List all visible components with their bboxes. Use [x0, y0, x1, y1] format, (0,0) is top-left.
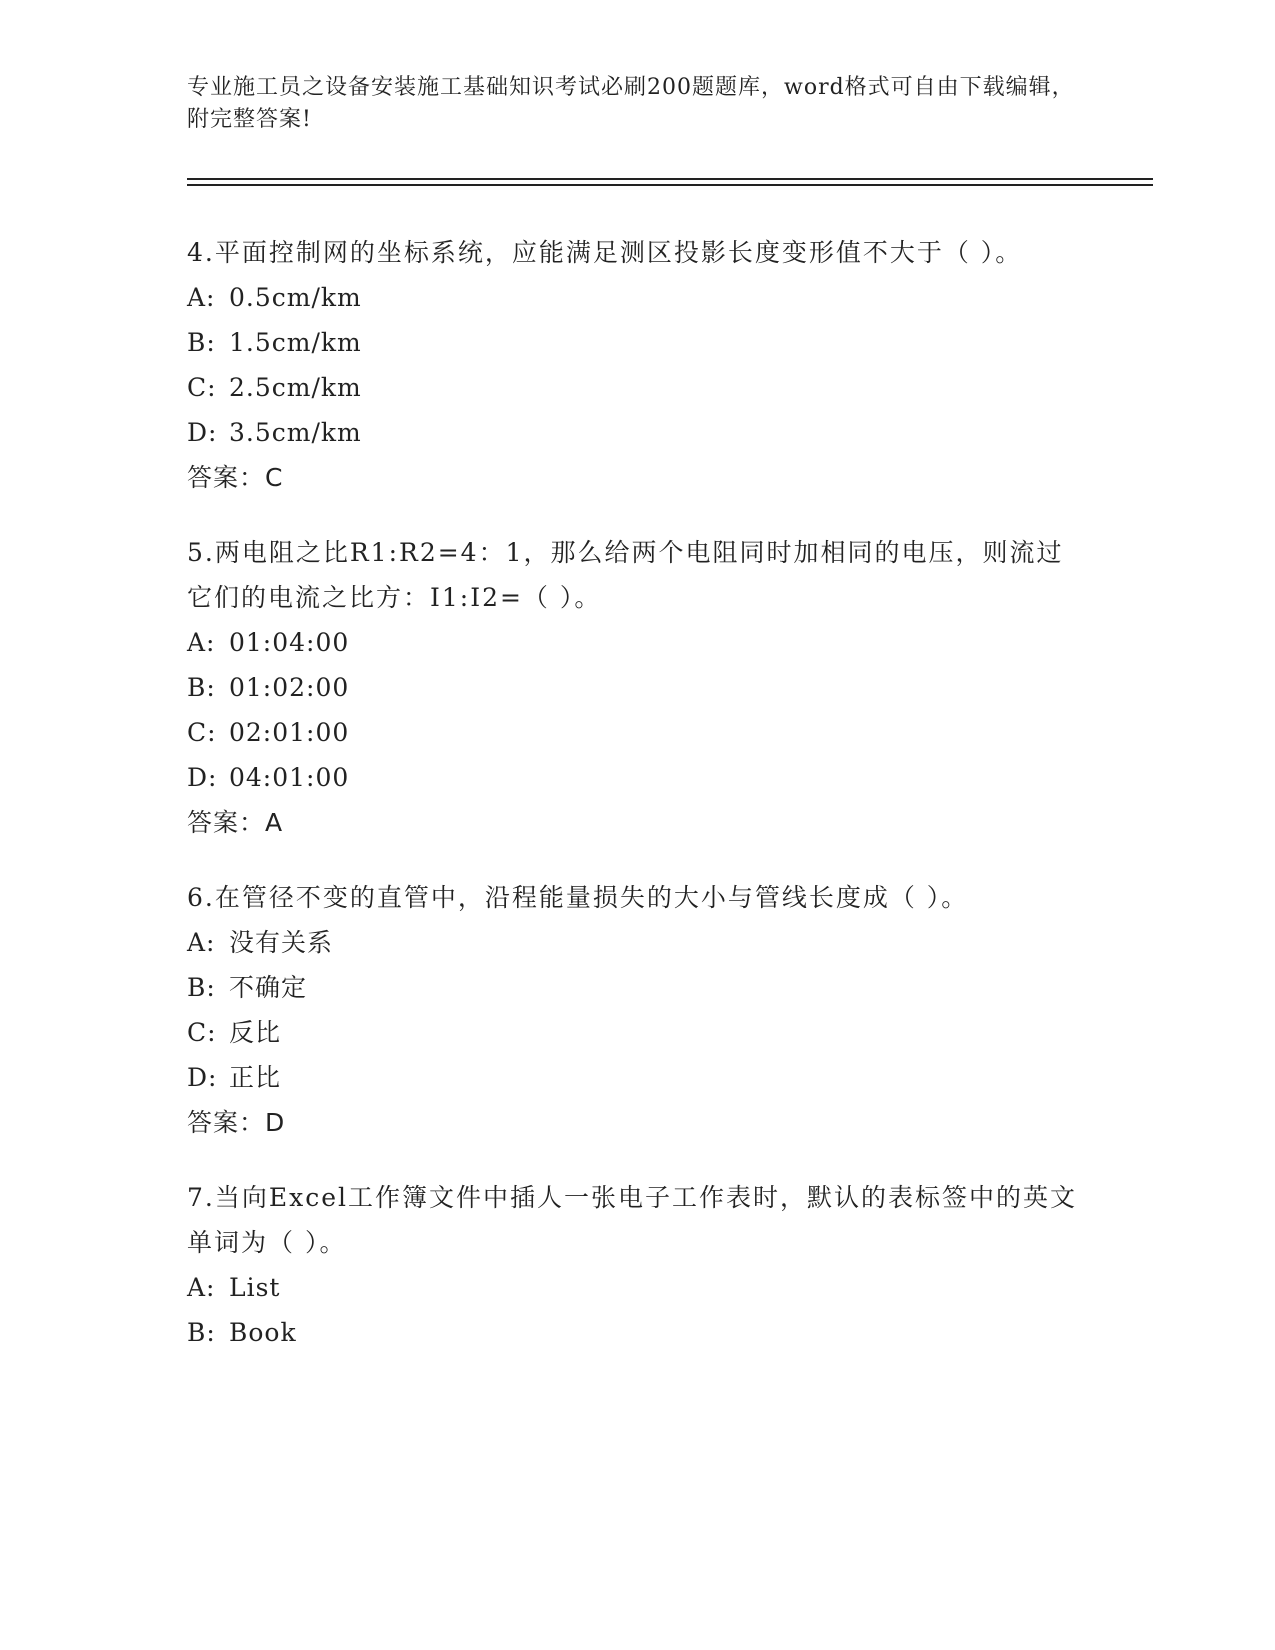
option-label: C:	[187, 718, 217, 747]
option-text: 反比	[229, 1018, 282, 1047]
option-c	[187, 710, 1087, 755]
option-text: 01:02:00	[229, 673, 350, 702]
header-rule-bottom	[187, 184, 1153, 186]
option-label: A:	[187, 628, 216, 657]
question-list	[187, 230, 1087, 1385]
option-text: 0.5cm/km	[229, 283, 362, 312]
option-text: 3.5cm/km	[229, 418, 362, 447]
question-stem: 4.平面控制网的坐标系统，应能满足测区投影长度变形值不大于（ ）。	[187, 238, 1023, 267]
option-label: D:	[187, 1063, 218, 1092]
option-c	[187, 365, 1087, 410]
option-text: 04:01:00	[229, 763, 350, 792]
option-text: 1.5cm/km	[229, 328, 362, 357]
option-label: B:	[187, 673, 216, 702]
option-a	[187, 920, 1087, 965]
option-text: 01:04:00	[229, 628, 350, 657]
answer-line: 答案：A	[187, 808, 284, 837]
option-text: 正比	[229, 1063, 282, 1092]
option-text: 2.5cm/km	[229, 373, 362, 402]
option-b	[187, 1310, 1087, 1355]
option-d	[187, 410, 1087, 455]
option-d	[187, 755, 1087, 800]
option-text: Book	[229, 1318, 297, 1347]
option-b	[187, 665, 1087, 710]
question-6	[187, 875, 1087, 1145]
option-text: 02:01:00	[229, 718, 350, 747]
header-rule-top	[187, 178, 1153, 180]
document-header-title: 专业施工员之设备安装施工基础知识考试必刷200题题库，word格式可自由下载编辑，附完整答案!	[187, 75, 1075, 132]
answer-line: 答案：C	[187, 463, 284, 492]
option-b	[187, 320, 1087, 365]
option-text: List	[229, 1273, 281, 1302]
question-7	[187, 1175, 1087, 1355]
question-stem: 7.当向Excel工作簿文件中插人一张电子工作表时，默认的表标签中的英文单词为（ ）。	[187, 1183, 1077, 1257]
option-label: D:	[187, 763, 218, 792]
option-label: A:	[187, 928, 216, 957]
option-label: C:	[187, 1018, 217, 1047]
question-5	[187, 530, 1087, 845]
option-label: D:	[187, 418, 218, 447]
option-d	[187, 1055, 1087, 1100]
question-stem: 6.在管径不变的直管中，沿程能量损失的大小与管线长度成（ ）。	[187, 883, 969, 912]
option-c	[187, 1010, 1087, 1055]
option-a	[187, 275, 1087, 320]
option-label: A:	[187, 283, 216, 312]
option-b	[187, 965, 1087, 1010]
option-label: A:	[187, 1273, 216, 1302]
option-label: B:	[187, 973, 216, 1002]
option-a	[187, 1265, 1087, 1310]
option-label: B:	[187, 328, 216, 357]
question-stem: 5.两电阻之比R1:R2=4：1，那么给两个电阻同时加相同的电压，则流过它们的电流之比方：I1:I2=（ ）。	[187, 538, 1064, 612]
answer-line: 答案：D	[187, 1108, 286, 1137]
option-text: 不确定	[229, 973, 308, 1002]
question-4	[187, 230, 1087, 500]
option-label: B:	[187, 1318, 216, 1347]
option-a	[187, 620, 1087, 665]
option-text: 没有关系	[229, 928, 334, 957]
option-label: C:	[187, 373, 217, 402]
